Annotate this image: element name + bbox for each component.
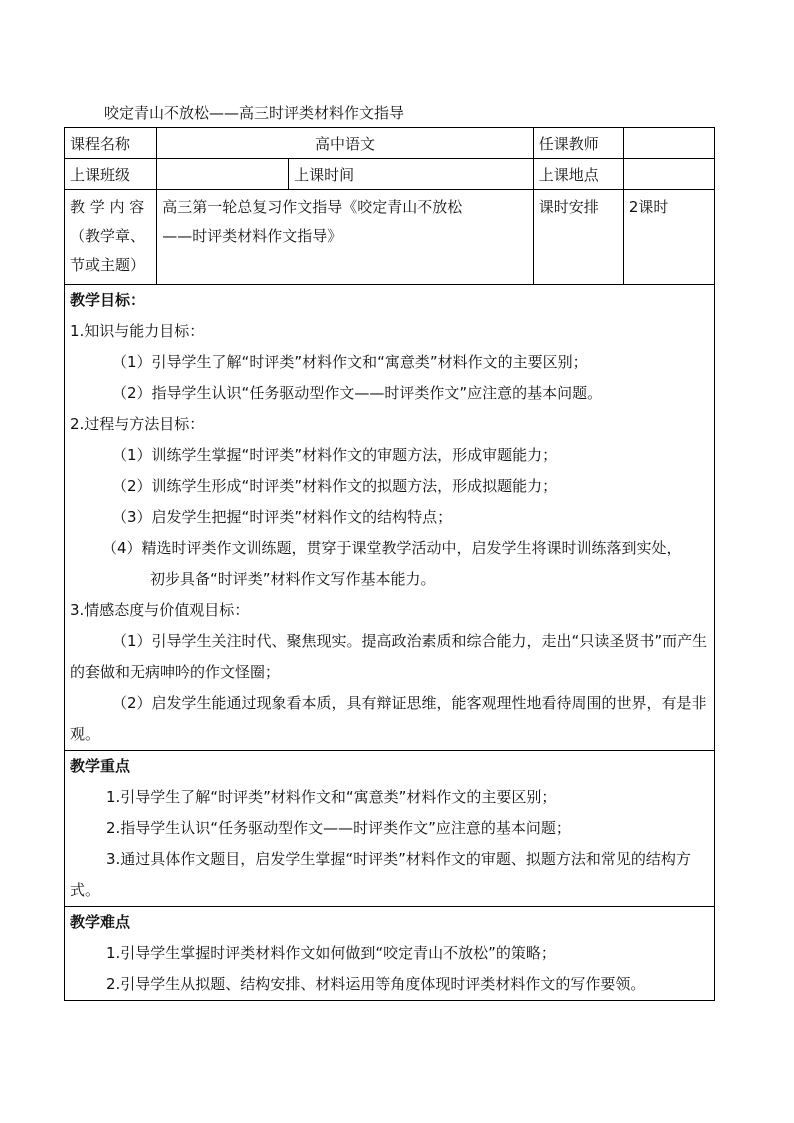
emotion-objective-title: 3.情感态度与价值观目标： [70, 601, 250, 619]
teaching-content-label-line3: 节或主题） [70, 256, 146, 274]
process-objective-title: 2.过程与方法目标： [70, 415, 205, 433]
difficulties-section [65, 907, 715, 1001]
process-objective-4b: 初步具备“时评类”材料作文写作基本能力。 [150, 570, 436, 588]
key-point-2: 2.指导学生认识“任务驱动型作文——时评类作文”应注意的基本问题； [106, 819, 571, 837]
course-name-value: 高中语文 [157, 128, 533, 159]
teaching-content-label-line1: 教 学 内 容 [70, 198, 145, 216]
key-point-3: 3.通过具体作文题目，启发学生掌握“时评类”材料作文的审题、拟题方法和常见的结构方式。 [70, 850, 691, 899]
emotion-objective-2: （2）启发学生能通过现象看本质，具有辩证思维，能客观理性地看待周围的世界，有是非观。 [70, 694, 707, 743]
class-place-label: 上课地点 [533, 159, 623, 190]
key-points-title: 教学重点 [70, 757, 131, 775]
key-points-section [65, 751, 715, 907]
knowledge-objective-2: （2）指导学生认识“任务驱动型作文——时评类作文”应注意的基本问题。 [112, 384, 603, 402]
class-label: 上课班级 [65, 159, 157, 190]
objectives-title: 教学目标： [70, 291, 146, 309]
table-row-difficulties [65, 907, 715, 1001]
teaching-content-value-line2: ——时评类材料作文指导》 [162, 227, 343, 245]
process-objective-3: （3）启发学生把握“时评类”材料作文的结构特点； [112, 508, 453, 526]
knowledge-objective-1: （1）引导学生了解“时评类”材料作文和“寓意类”材料作文的主要区别； [112, 353, 588, 371]
teaching-content-value-line1: 高三第一轮总复习作文指导《咬定青山不放松 [162, 198, 463, 216]
teaching-objectives-section [65, 285, 715, 751]
document-title: 咬定青山不放松——高三时评类材料作文指导 [104, 104, 405, 122]
table-row-content [65, 190, 715, 285]
process-objective-4a: （4）精选时评类作文训练题，贯穿于课堂教学活动中，启发学生将课时训练落到实处， [102, 539, 682, 557]
class-place-value [623, 159, 714, 190]
table-row-course [65, 128, 715, 159]
key-point-1: 1.引导学生了解“时评类”材料作文和“寓意类”材料作文的主要区别； [106, 788, 557, 806]
process-objective-2: （2）训练学生形成“时评类”材料作文的拟题方法，形成拟题能力； [112, 477, 558, 495]
table-row-key-points [65, 751, 715, 907]
table-row-class [65, 159, 715, 190]
process-objective-1: （1）训练学生掌握“时评类”材料作文的审题方法，形成审题能力； [112, 446, 558, 464]
class-time-label: 上课时间 [289, 159, 534, 190]
emotion-objective-1: （1）引导学生关注时代、聚焦现实。提高政治素质和综合能力，走出“只读圣贤书”而产生的套做和无病呻吟的作文怪圈； [70, 632, 708, 681]
teaching-content-label-line2: （教学章、 [70, 227, 146, 245]
difficulties-title: 教学难点 [70, 913, 131, 931]
difficulty-1: 1.引导学生掌握时评类材料作文如何做到“咬定青山不放松”的策略； [106, 944, 556, 962]
teacher-value [623, 128, 714, 159]
course-name-label: 课程名称 [65, 128, 157, 159]
difficulty-2: 2.引导学生从拟题、结构安排、材料运用等角度体现时评类材料作文的写作要领。 [106, 975, 646, 993]
lesson-plan-table [64, 127, 715, 1001]
class-hours-value: 2课时 [623, 190, 714, 285]
teaching-content-value [157, 190, 533, 285]
teaching-content-label [65, 190, 157, 285]
knowledge-objective-title: 1.知识与能力目标： [70, 322, 205, 340]
teacher-label: 任课教师 [533, 128, 623, 159]
class-value [157, 159, 289, 190]
table-row-objectives [65, 285, 715, 751]
class-hours-label: 课时安排 [533, 190, 623, 285]
